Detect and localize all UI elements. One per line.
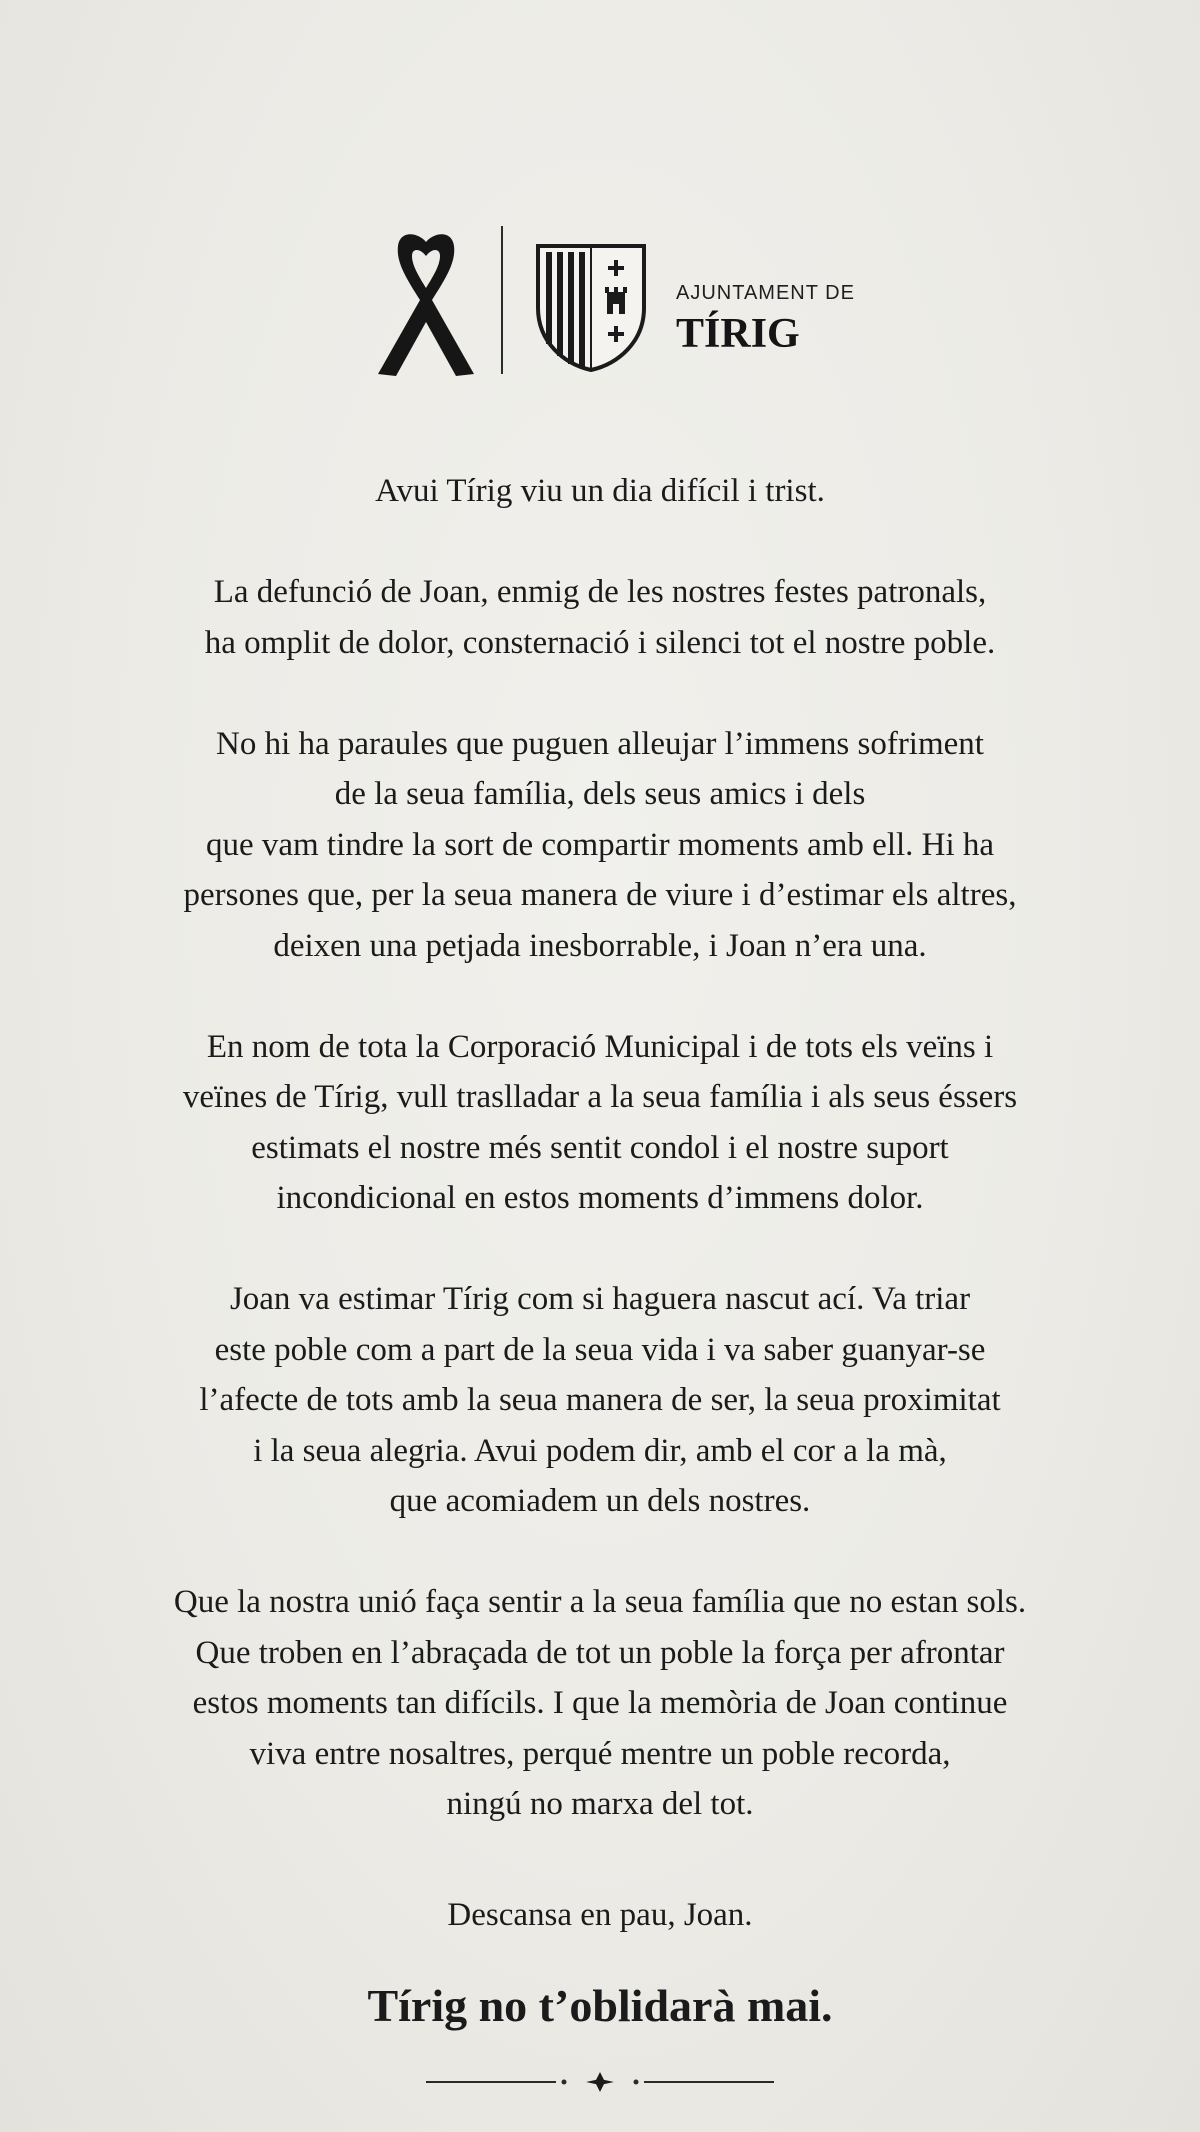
text-line: este poble com a part de la seua vida i va saber guanyar-se xyxy=(214,1331,986,1368)
final-statement: Tírig no t’oblidarà mai. xyxy=(367,1980,833,2031)
paragraph xyxy=(80,1274,1120,1527)
paragraph xyxy=(80,719,1120,972)
header xyxy=(0,222,1200,382)
text-line: estimats el nostre més sentit condol i el nostre suport xyxy=(251,1129,949,1166)
text-line: viva entre nosaltres, perqué mentre un poble recorda, xyxy=(249,1735,951,1772)
text-line: ha omplit de dolor, consternació i silenci tot el nostre poble. xyxy=(204,624,996,661)
text-line: persones que, per la seua manera de viure i d’estimar els altres, xyxy=(183,877,1017,913)
text-line: Que la nostra unió faça sentir a la seua família que no estan sols. xyxy=(173,1584,1027,1620)
text-line: que vam tindre la sort de compartir moments amb ell. Hi ha xyxy=(205,826,995,863)
text-line: Que troben en l’abraçada de tot un poble la força per afrontar xyxy=(195,1634,1005,1671)
text-line: No hi ha paraules que puguen alleujar l’immens sofriment xyxy=(216,725,984,762)
text-line: deixen una petjada inesborrable, i Joan n’era una. xyxy=(273,927,927,964)
paragraph xyxy=(80,466,1120,517)
org-label: AJUNTAMENT DE xyxy=(676,282,855,304)
header-divider xyxy=(501,226,503,374)
text-line: que acomiadem un dels nostres. xyxy=(389,1483,811,1519)
text-line: En nom de tota la Corporació Municipal i de tots els veïns i xyxy=(206,1028,994,1065)
text-line: veïnes de Tírig, vull traslladar a la seua família i als seus éssers xyxy=(182,1079,1018,1115)
paragraph xyxy=(80,567,1120,668)
diamond-divider-icon xyxy=(426,2072,774,2092)
text-line: La defunció de Joan, enmig de les nostres festes patronals, xyxy=(213,574,987,610)
paragraph xyxy=(80,1577,1120,1830)
text-line: de la seua família, dels seus amics i dels xyxy=(334,776,866,812)
text-line: i la seua alegria. Avui podem dir, amb el cor a la mà, xyxy=(253,1432,947,1469)
mourning-ribbon-icon xyxy=(374,226,478,378)
text-line: l’afecte de tots amb la seua manera de ser, la seua proximitat xyxy=(199,1382,1001,1418)
org-name: TÍRIG xyxy=(676,311,800,357)
coat-of-arms-icon xyxy=(534,242,648,372)
text-line: Avui Tírig viu un dia difícil i trist. xyxy=(375,473,825,509)
message-body xyxy=(80,466,1120,1880)
text-line: estos moments tan difícils. I que la memòria de Joan continue xyxy=(192,1685,1008,1721)
closing-line: Descansa en pau, Joan. xyxy=(447,1897,753,1933)
text-line: incondicional en estos moments d’immens dolor. xyxy=(276,1180,924,1216)
text-line: Joan va estimar Tírig com si haguera nascut ací. Va triar xyxy=(229,1281,971,1317)
paragraph xyxy=(80,1022,1120,1224)
text-line: ningú no marxa del tot. xyxy=(446,1786,754,1822)
